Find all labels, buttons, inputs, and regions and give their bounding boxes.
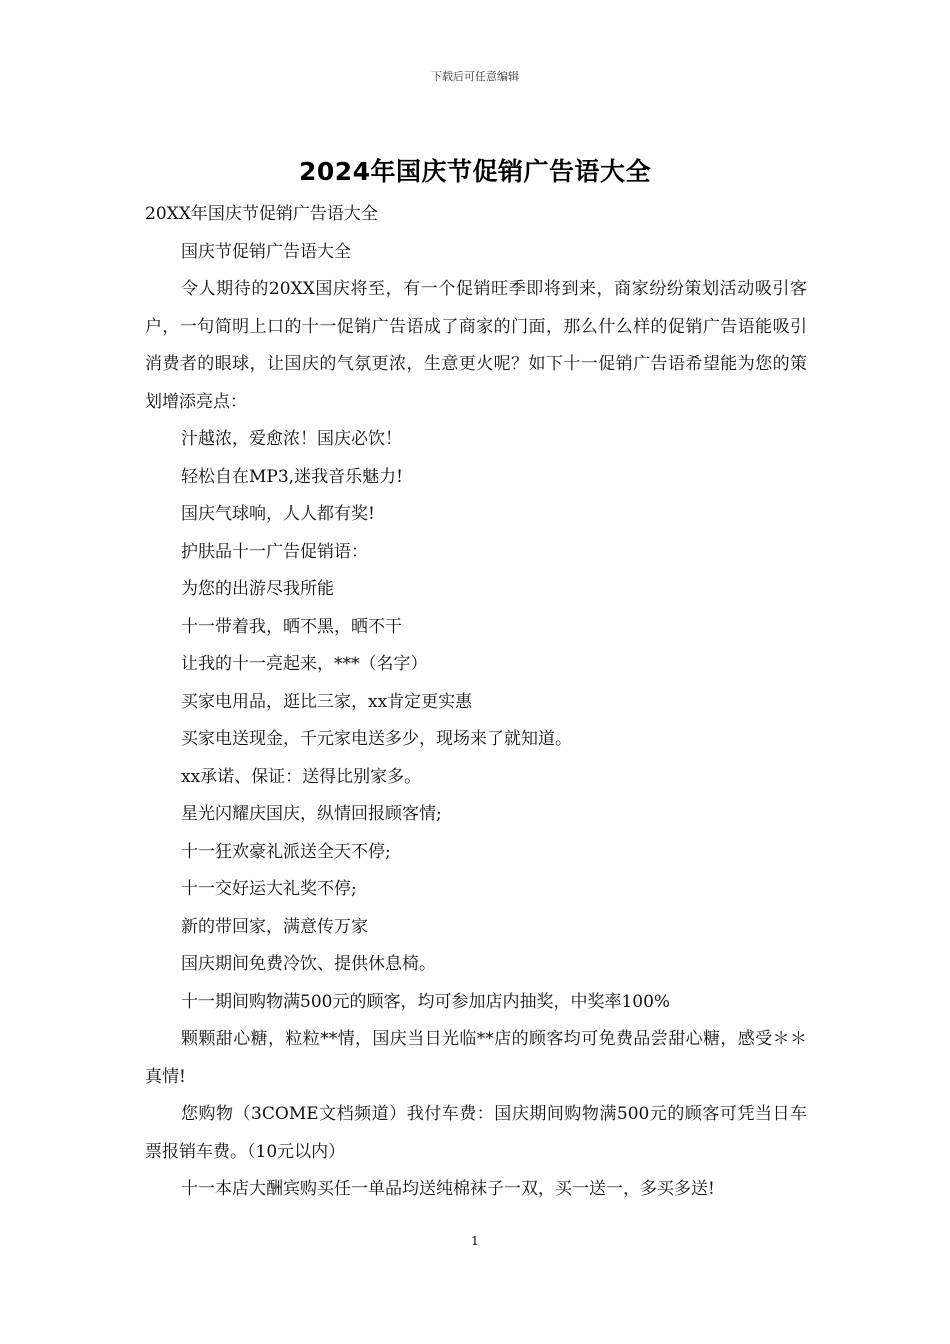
body-paragraph: 颗颗甜心糖，粒粒**情，国庆当日光临**店的顾客均可免费品尝甜心糖，感受＊＊真情! xyxy=(145,1029,807,1087)
body-paragraph: 十一狂欢豪礼派送全天不停; xyxy=(181,841,391,862)
body-paragraph: 让我的十一亮起来，***（名字） xyxy=(181,654,428,674)
document-title: 2024年国庆节促销广告语大全 xyxy=(298,157,652,186)
body-paragraph: 买家电送现金，千元家电送多少，现场来了就知道。 xyxy=(181,729,572,749)
document-body xyxy=(145,196,807,1209)
body-paragraph: 星光闪耀庆国庆，纵情回报顾客情; xyxy=(181,804,442,824)
body-paragraph: 新的带回家，满意传万家 xyxy=(181,916,368,937)
body-paragraph: 轻松自在MP3,迷我音乐魅力! xyxy=(181,466,403,487)
header-note: 下载后可任意编辑 xyxy=(431,70,519,83)
body-paragraph: 买家电用品，逛比三家，xx肯定更实惠 xyxy=(181,691,473,712)
body-paragraph: 国庆节促销广告语大全 xyxy=(181,241,351,262)
body-paragraph: 为您的出游尽我所能 xyxy=(181,579,334,599)
body-paragraph: 您购物（3COME文档频道）我付车费：国庆期间购物满500元的顾客可凭当日车票报销车费。（10元以内） xyxy=(145,1104,807,1162)
body-paragraph: 十一交好运大礼奖不停; xyxy=(181,879,357,899)
body-paragraph: 国庆气球响，人人都有奖! xyxy=(181,504,375,524)
page-number: 1 xyxy=(471,1234,479,1248)
body-paragraph: 国庆期间免费冷饮、提供休息椅。 xyxy=(181,954,436,974)
body-paragraph: 十一带着我，晒不黑，晒不干 xyxy=(181,616,402,637)
body-paragraph: 护肤品十一广告促销语： xyxy=(181,541,368,562)
body-paragraph: 十一本店大酬宾购买任一单品均送纯棉袜子一双，买一送一，多买多送! xyxy=(181,1179,715,1199)
body-paragraph: 十一期间购物满500元的顾客，均可参加店内抽奖，中奖率100% xyxy=(181,991,671,1012)
body-paragraph: 汁越浓，爱愈浓！国庆必饮！ xyxy=(181,429,402,449)
body-paragraph: xx承诺、保证：送得比别家多。 xyxy=(181,766,422,787)
body-paragraph: 20XX年国庆节促销广告语大全 xyxy=(145,204,378,224)
body-paragraph: 令人期待的20XX国庆将至，有一个促销旺季即将到来，商家纷纷策划活动吸引客户，一句简明上口的十一促销广告语成了商家的门面，那么什么样的促销广告语能吸引消费者的眼球，让国庆的气氛更浓，生意更火呢？如下十一促销广告语希望能为您的策划增添亮点： xyxy=(145,279,807,412)
